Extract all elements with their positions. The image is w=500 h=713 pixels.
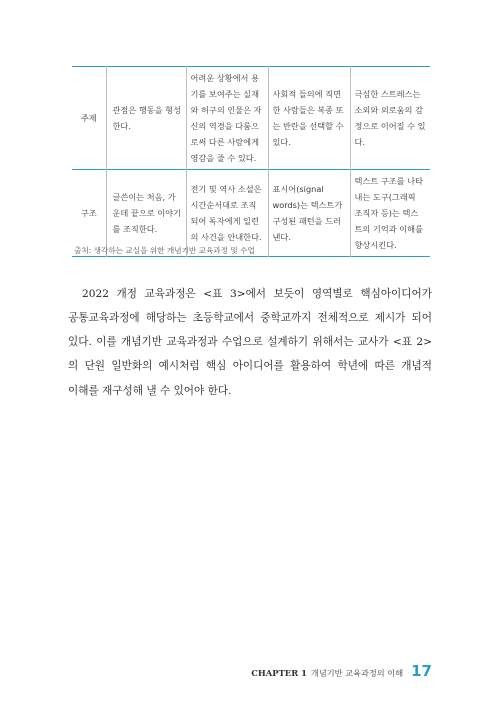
table-cell: 관점은 행동을 형성한다. [106, 67, 186, 170]
row-header-structure: 구조 [80, 208, 97, 218]
body-paragraph: 2022 개정 교육과정은 <표 3>에서 보듯이 영역별로 핵심아이디어가 공통교육과정에 해당하는 초등학교에서 중학교까지 전체적으로 제시가 되어 있다. 이를 개념기반 교육과정과 수업으로 설계하기 위해서는 교사가 <표 2>의 단원 일반화의 예시처럼 핵심 아이디어를 활용하여 학년에 따른 개념적 이해를 재구성해 낼 수 있어야 한다. [68, 287, 432, 397]
table-source-caption: 출처: 생각하는 교실을 위한 개념기반 교육과정 및 수업 [74, 246, 255, 255]
chapter-title: 개념기반 교육과정의 이해 [310, 668, 404, 678]
table-cell: 텍스트 구조를 나타내는 도구(그래픽 조직자 등)는 텍스트의 기억과 이해를 향상시킨다. [350, 170, 430, 257]
concept-table [72, 66, 430, 257]
chapter-label: CHAPTER 1 [251, 668, 307, 678]
table-row-theme [72, 67, 430, 170]
table-cell: 글쓴이는 처음, 가운데 끝으로 이야기를 조직한다. [106, 170, 186, 257]
page-footer [251, 662, 432, 680]
concept-table-container [72, 66, 430, 257]
table-row-structure [72, 170, 430, 257]
table-cell: 전기 및 역사 소설은 시간순서대로 조직되어 독자에게 일련의 사건을 안내한다. [186, 170, 268, 257]
table-cell: 사회적 들의에 직면한 사람들은 복종 또는 반란을 선택할 수 있다. [268, 67, 350, 170]
table-cell: 어려운 상황에서 용기를 보여주는 실재와 허구의 인물은 자신의 역경을 다룸으로써 다른 사람에게 영감을 줄 수 있다. [186, 67, 268, 170]
table-cell: 표시어(signal words)는 텍스트가 구성된 패턴을 드러낸다. [268, 170, 350, 257]
table-cell: 극심한 스트레스는 소외와 외로움의 감정으로 이어질 수 있다. [350, 67, 430, 170]
row-header-theme: 주제 [80, 113, 97, 123]
page-number: 17 [411, 662, 432, 680]
